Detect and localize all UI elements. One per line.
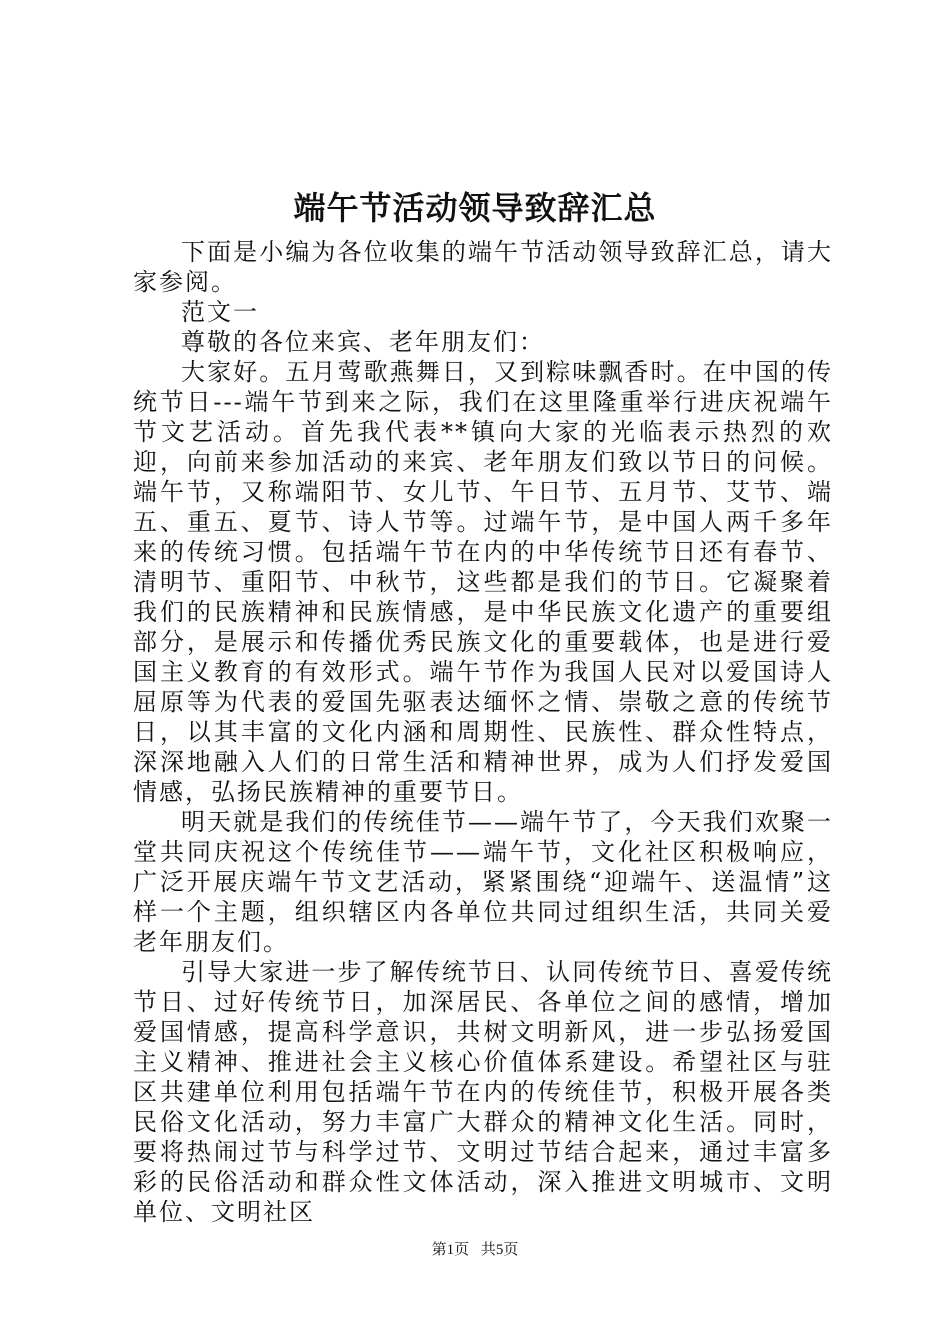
page-footer [0,1240,950,1260]
document-title: 端午节活动领导致辞汇总 [293,189,657,227]
body-paragraph: 明天就是我们的传统佳节——端午节了，今天我们欢聚一堂共同庆祝这个传统佳节——端午节，文化社区积极响应，广泛开展庆端午节文艺活动，紧紧围绕“迎端午、送温情”这样一个主题，组织辖区内各单位共同过组织生活，共同关爱老年朋友们。 [133,808,833,956]
section-heading: 范文一 [181,298,259,326]
page-total: 共5页 [480,1242,519,1258]
salutation: 尊敬的各位来宾、老年朋友们： [181,328,545,356]
intro-paragraph: 下面是小编为各位收集的端午节活动领导致辞汇总，请大家参阅。 [133,238,833,296]
body-paragraph: 大家好。五月莺歌燕舞日，又到粽味飘香时。在中国的传统节日---端午节到来之际，我们在这里隆重举行进庆祝端午节文艺活动。首先我代表**镇向大家的光临表示热烈的欢迎，向前来参加活动的来宾、老年朋友们致以节日的问候。端午节，又称端阳节、女儿节、午日节、五月节、艾节、端五、重五、夏节、诗人节等。过端午节，是中国人两千多年来的传统习惯。包括端午节在内的中华传统节日还有春节、清明节、重阳节、中秋节，这些都是我们的节日。它凝聚着我们的民族精神和民族情感，是中华民族文化遗产的重要组部分，是展示和传播优秀民族文化的重要载体，也是进行爱国主义教育的有效形式。端午节作为我国人民对以爱国诗人屈原等为代表的爱国先驱表达缅怀之情、崇敬之意的传统节日，以其丰富的文化内涵和周期性、民族性、群众性特点，深深地融入人们的日常生活和精神世界，成为人们抒发爱国情感，弘扬民族精神的重要节日。 [133,358,833,806]
page-number: 第1页 [431,1242,470,1258]
document-body [133,237,833,1227]
body-paragraph: 引导大家进一步了解传统节日、认同传统节日、喜爱传统节日、过好传统节日，加深居民、各单位之间的感情，增加爱国情感，提高科学意识，共树文明新风，进一步弘扬爱国主义精神、推进社会主义核心价值体系建设。希望社区与驻区共建单位利用包括端午节在内的传统佳节，积极开展各类民俗文化活动，努力丰富广大群众的精神文化生活。同时，要将热闹过节与科学过节、文明过节结合起来，通过丰富多彩的民俗活动和群众性文体活动，深入推进文明城市、文明单位、文明社区 [133,958,833,1226]
